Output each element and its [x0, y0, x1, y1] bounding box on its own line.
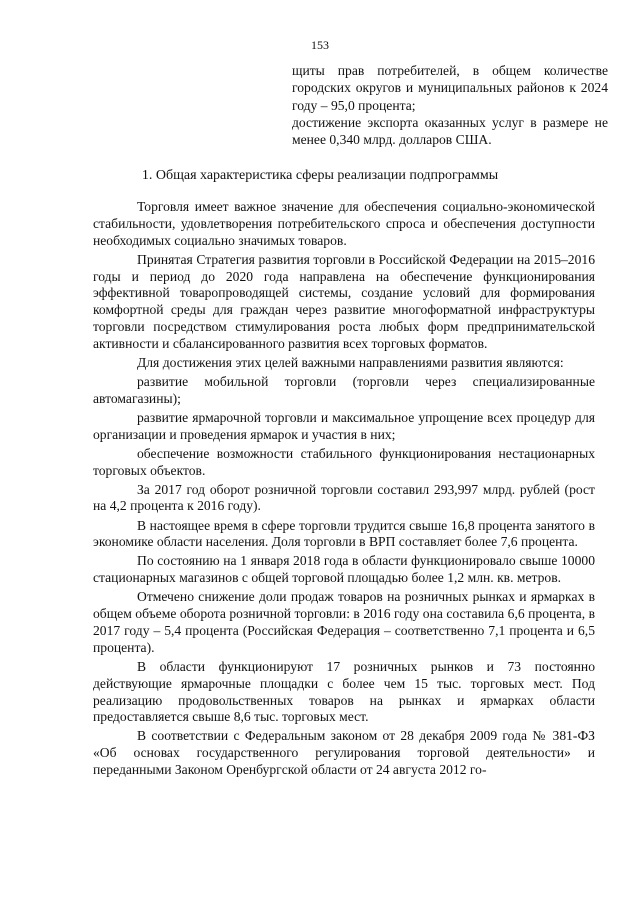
paragraph: В соответствии с Федеральным законом от 28 декабря 2009 года № 381-ФЗ «Об основах государственного регулирования торговой деятельности» и переданными Законом Оренбургской области от 24 августа 2012 го-: [93, 728, 595, 778]
paragraph: Отмечено снижение доли продаж товаров на розничных рынках и ярмарках в общем объеме оборота розничной торговли: в 2016 году она составила 6,6 процента, в 2017 году – 5,4 процента (Российская Федерация – соответственно 7,1 процента и 6,5 процента).: [93, 589, 595, 655]
paragraph: По состоянию на 1 января 2018 года в области функционировало свыше 10000 стационарных магазинов с общей торговой площадью более 1,2 млн. кв. метров.: [93, 553, 595, 586]
paragraph: В области функционируют 17 розничных рынков и 73 постоянно действующие ярмарочные площадки с более чем 15 тыс. торговых мест. Под реализацию продовольственных товаров на рынках и ярмарках области предоставляется свыше 8,6 тыс. торговых мест.: [93, 658, 595, 725]
body-text: [93, 199, 595, 781]
paragraph: В настоящее время в сфере торговли трудится свыше 16,8 процента занятого в экономике области населения. Доля торговли в ВРП составляет более 7,6 процента.: [93, 517, 595, 550]
paragraph: Торговля имеет важное значение для обеспечения социально-экономической стабильности, удовлетворения потребительского спроса и обеспечения доступности необходимых социально значимых товаров.: [93, 199, 595, 248]
paragraph: За 2017 год оборот розничной торговли составил 293,997 млрд. рублей (рост на 4,2 процента к 2016 году).: [93, 481, 595, 514]
list-item: развитие ярмарочной торговли и максимальное упрощение всех процедур для организации и проведения ярмарок и участия в них;: [93, 409, 595, 442]
list-item: развитие мобильной торговли (торговли через специализированные автомагазины);: [93, 374, 595, 406]
paragraph: Принятая Стратегия развития торговли в Российской Федерации на 2015–2016 годы и период до 2020 года направлена на обеспечение функционирования эффективной товаропроводящей системы, создание условий для формирования комфортной среды для граждан через развитие многоформатной инфраструктуры торговли посредством стимулирования роста любых форм предпринимательской активности и сбалансированного развития всех торговых форматов.: [93, 251, 595, 351]
paragraph: Для достижения этих целей важными направлениями развития являются:: [137, 354, 564, 370]
page-number: 153: [311, 38, 329, 52]
continued-list-block: [292, 62, 608, 148]
section-heading: 1. Общая характеристика сферы реализации подпрограммы: [141, 168, 499, 183]
list-item: достижение экспорта оказанных услуг в размере не менее 0,340 млрд. долларов США.: [292, 114, 608, 148]
list-item: щиты прав потребителей, в общем количестве городских округов и муниципальных районов к 2024 году – 95,0 процента;: [292, 63, 608, 113]
list-item: обеспечение возможности стабильного функционирования нестационарных торговых объектов.: [93, 445, 595, 478]
